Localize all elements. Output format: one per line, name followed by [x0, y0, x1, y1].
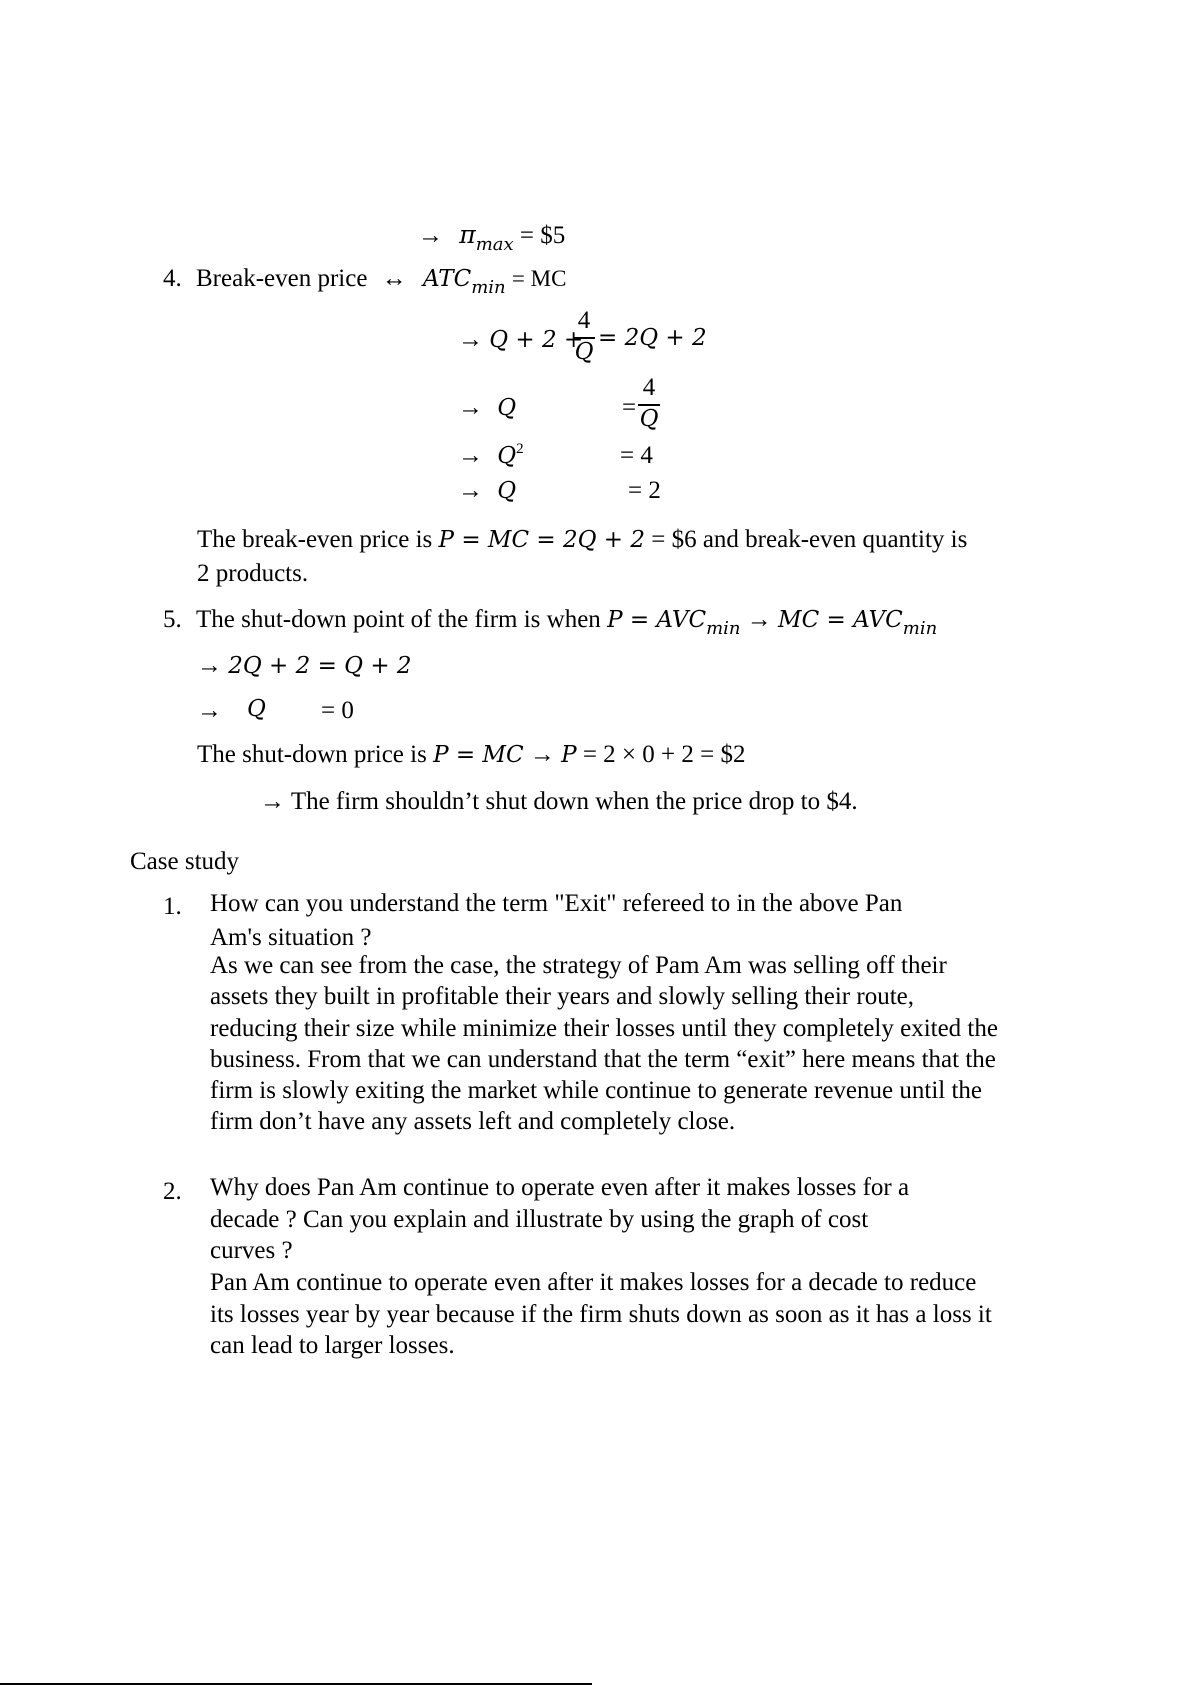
derivation-step-3	[458, 443, 758, 468]
arrow-right-icon: →	[458, 394, 483, 421]
answer-text: As we can see from the case, the strategy of Pam Am was selling off their assets they built in profitable their years and slowly selling their route, reducing their size while minimize their losses until they completely exited the business. From that we can understand that the term “exit” here means that the firm is slowly exiting the market while continue to generate revenue until the firm don’t have any assets left and completely close.	[210, 952, 998, 1136]
arrow-right-icon: →	[197, 652, 222, 679]
arrow-right-icon: →	[523, 741, 562, 768]
shutdown-step-2: → Q = 0	[197, 696, 354, 724]
step-left: Q + 2 +	[489, 327, 584, 353]
fraction: 4 Q	[574, 307, 594, 365]
arrow-right-icon: →	[458, 477, 483, 504]
derivation-step-1	[458, 307, 758, 377]
break-even-conclusion: The break-even price is P = MC = 2Q + 2 = $6 and break-even quantity is	[197, 526, 968, 553]
arrow-right-icon: →	[746, 606, 779, 633]
pi-symbol: π	[459, 220, 476, 249]
mc-eq-avc: MC = AVC	[778, 607, 903, 633]
derivation-step-2	[458, 374, 758, 445]
arrow-right-icon: →	[418, 222, 443, 249]
pi-value: = $5	[519, 222, 566, 249]
shutdown-step-1: → 2Q + 2 = Q + 2	[197, 652, 412, 679]
step-left: Q	[497, 478, 517, 504]
item-4-heading	[163, 265, 567, 298]
arrow-right-icon: →	[458, 442, 483, 469]
item-number: 5.	[163, 606, 182, 633]
answer-text: Pan Am continue to operate even after it makes losses for a decade to reduce its losses year by year because if the firm shuts down as soon as it has a loss it can lead to larger losses.	[210, 1269, 992, 1359]
derivation-step-4	[458, 478, 758, 503]
fraction: 4 Q	[639, 374, 659, 432]
question-text: Why does Pan Am continue to operate even after it makes losses for a decade ? Can you explain and illustrate by using the graph of cost curves ?	[210, 1174, 910, 1264]
atc-subscript: min	[471, 277, 506, 298]
arrow-right-icon: →	[458, 326, 483, 353]
shutdown-price: The shut-down price is P = MC → P = 2 × 0 + 2 = $2	[197, 741, 746, 768]
mc-eq: = MC	[511, 266, 567, 291]
shutdown-conclusion: → The firm shouldn’t shut down when the price drop to $4.	[260, 788, 858, 815]
step-right: = 2	[628, 477, 661, 504]
item-5-heading: 5. The shut-down point of the firm is when $P = AVC_{min}$ → MC = $AVC_{min}$	[163, 606, 938, 639]
exponent: 2	[516, 441, 524, 457]
step-left: Q	[497, 395, 517, 421]
atc-symbol: ATC	[422, 266, 472, 292]
question-number: 1.	[163, 893, 182, 920]
case-study-heading: Case study	[130, 848, 240, 875]
question-text: How can you understand the term "Exit" refereed to in the above Pan Am's situation ?	[210, 890, 903, 951]
pi-subscript: max	[475, 234, 514, 255]
cut-off-footer-text	[618, 1681, 670, 1685]
question-number: 2.	[163, 1178, 182, 1205]
profit-max-line	[418, 220, 566, 255]
iff-arrow-icon: ↔	[381, 265, 407, 292]
arrow-right-icon: →	[197, 697, 222, 724]
step-left: Q	[497, 443, 517, 469]
step-right: = 2Q + 2	[598, 325, 707, 351]
arrow-right-icon: →	[260, 788, 285, 815]
break-even-formula: P = MC = 2Q + 2	[438, 527, 645, 553]
equals-sign: =	[622, 394, 637, 421]
item-number: 4.	[163, 265, 182, 292]
item-label: Break-even price	[196, 265, 368, 292]
step-right: = 4	[620, 442, 653, 469]
p-eq-avc: P = AVC	[607, 607, 707, 633]
break-even-quantity: 2 products.	[197, 560, 309, 587]
